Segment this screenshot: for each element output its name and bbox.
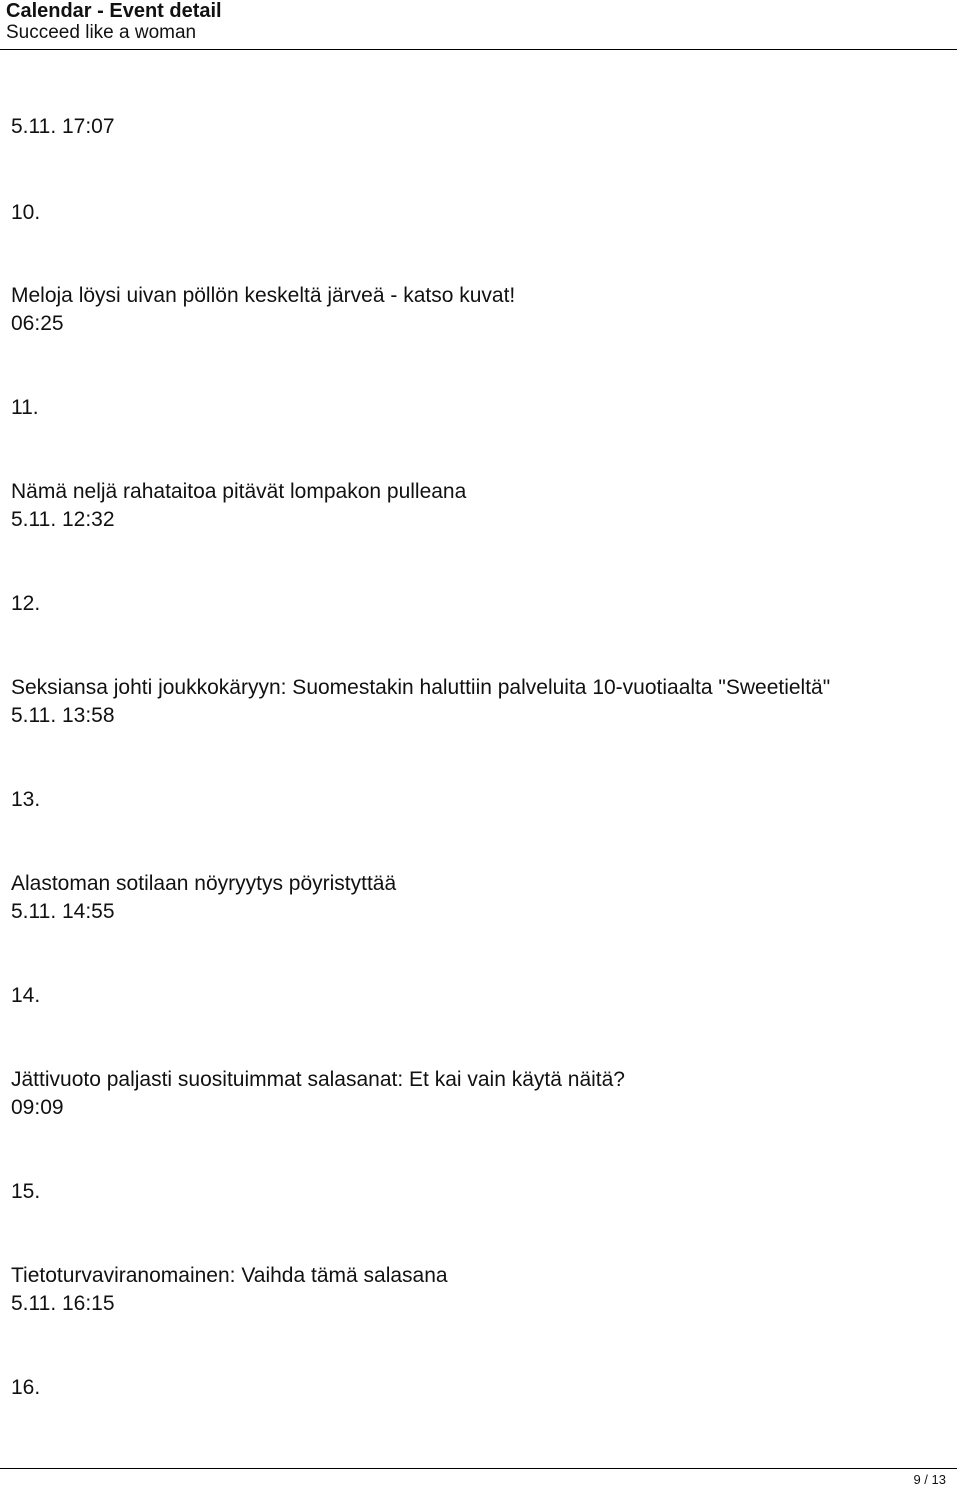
timestamp: 5.11. 17:07: [11, 115, 115, 138]
header-divider: [0, 49, 957, 50]
timestamp: 06:25: [11, 312, 64, 335]
timestamp: 09:09: [11, 1096, 64, 1119]
headline: Meloja löysi uivan pöllön keskeltä järveä - katso kuvat!: [11, 284, 516, 307]
item-number: 11.: [11, 396, 39, 419]
headline: Tietoturvaviranomainen: Vaihda tämä salasana: [11, 1264, 448, 1287]
headline: Alastoman sotilaan nöyryytys pöyristyttää: [11, 872, 397, 895]
timestamp: 5.11. 14:55: [11, 900, 115, 923]
headline: Seksiansa johti joukkokäryyn: Suomestakin haluttiin palveluita 10-vuotiaalta "Sweetieltä": [11, 676, 831, 699]
item-number: 13.: [11, 788, 41, 811]
timestamp: 5.11. 13:58: [11, 704, 115, 727]
headline: Jättivuoto paljasti suosituimmat salasanat: Et kai vain käytä näitä?: [11, 1068, 625, 1091]
document-subtitle: Succeed like a woman: [6, 22, 197, 43]
timestamp: 5.11. 16:15: [11, 1292, 115, 1315]
page-number: 9 / 13: [913, 1472, 946, 1487]
item-number: 14.: [11, 984, 41, 1007]
timestamp: 5.11. 12:32: [11, 508, 115, 531]
item-number: 10.: [11, 201, 41, 224]
item-number: 15.: [11, 1180, 41, 1203]
item-number: 16.: [11, 1376, 41, 1399]
item-number: 12.: [11, 592, 41, 615]
document-header: [0, 0, 960, 50]
footer-divider: [0, 1468, 957, 1469]
headline: Nämä neljä rahataitoa pitävät lompakon pulleana: [11, 480, 467, 503]
document-title: Calendar - Event detail: [6, 0, 222, 22]
